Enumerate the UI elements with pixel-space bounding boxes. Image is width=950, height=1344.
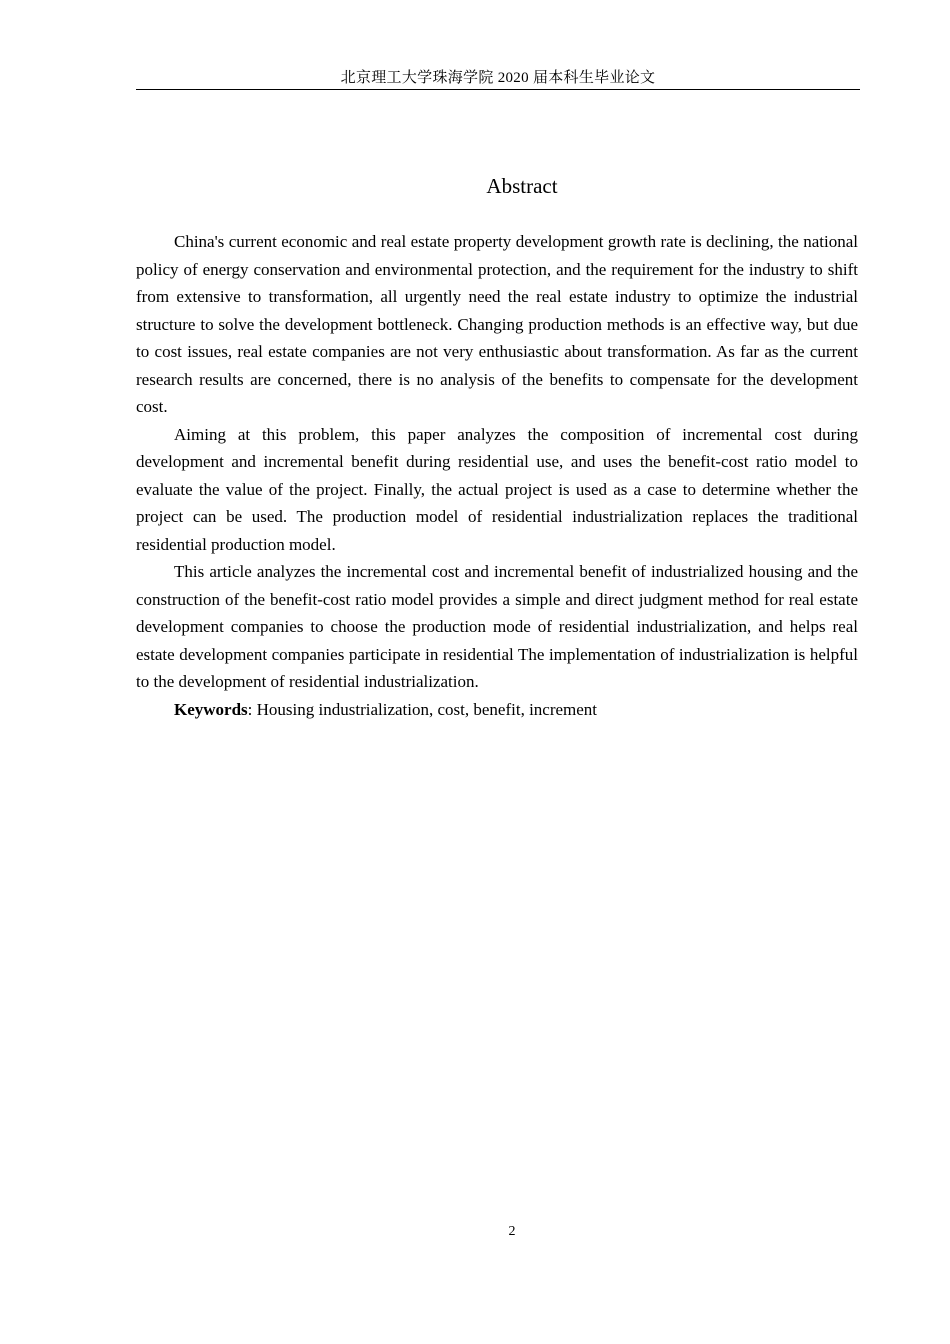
running-header: 北京理工大学珠海学院 2020 届本科生毕业论文 xyxy=(136,68,860,90)
abstract-paragraph-2: Aiming at this problem, this paper analyzes the composition of incremental cost during development and incremental benefit during residential use, and uses the benefit-cost ratio model to evaluate the value of the project. Finally, the actual project is used as a case to determine whether the project can be used. The production model of residential industrialization replaces the traditional residential production model. xyxy=(136,424,858,554)
abstract-body xyxy=(136,228,858,723)
abstract-paragraph-1: China's current economic and real estate property development growth rate is declining, the national policy of energy conservation and environmental protection, and the requirement for the industry to shift from extensive to transformation, all urgently need the real estate industry to optimize the industrial structure to solve the development bottleneck. Changing production methods is an effective way, but due to cost issues, real estate companies are not very enthusiastic about transformation. As far as the current research results are concerned, there is no analysis of the benefits to compensate for the development cost. xyxy=(136,232,858,416)
keywords-label: Keywords xyxy=(174,699,248,719)
keywords-line xyxy=(136,696,858,724)
abstract-title: Abstract xyxy=(486,174,558,198)
abstract-paragraph-3: This article analyzes the incremental cost and incremental benefit of industrialized housing and the construction of the benefit-cost ratio model provides a simple and direct judgment method for real estate development companies to choose the production mode of residential industrialization, and helps real estate development companies participate in residential The implementation of industrialization is helpful to the development of residential industrialization. xyxy=(136,562,858,691)
keywords-text: : Housing industrialization, cost, benefit, increment xyxy=(247,699,598,719)
page-number: 2 xyxy=(508,1224,516,1239)
